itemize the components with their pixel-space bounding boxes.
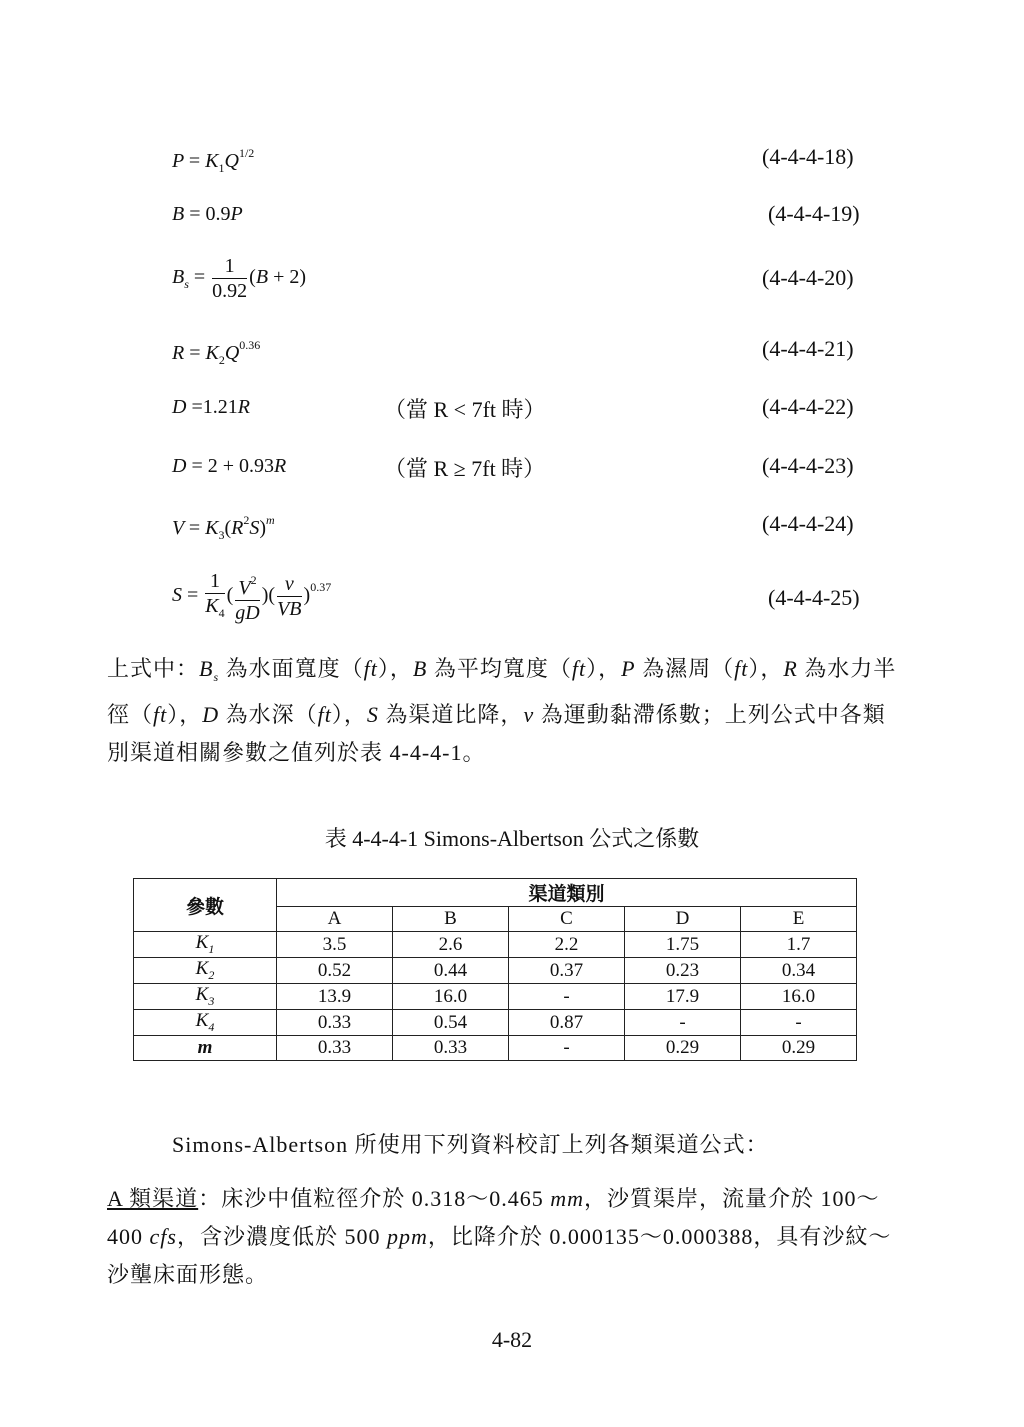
table-cell: 1.75 [625,932,741,958]
page-number: 4-82 [491,1327,533,1352]
table-cell: - [625,1010,741,1036]
table-header-row [134,879,857,907]
table-cell: 0.29 [741,1036,857,1061]
table-cell: - [509,984,625,1010]
table-cell: 13.9 [277,984,393,1010]
coefficient-table [133,878,857,1061]
column-header: D [625,907,741,932]
table-row [134,958,857,984]
equation-number: (4-4-4-19) [768,201,860,226]
class-a-heading: A 類渠道 [107,1186,199,1211]
row-label: $K_4$ [134,1010,277,1036]
table-cell: - [741,1010,857,1036]
table-cell: 3.5 [277,932,393,958]
table-cell: 17.9 [625,984,741,1010]
equation-4-4-4-19: B = 0.9P [172,203,243,225]
row-label: $K_2$ [134,958,277,984]
channel-class-header: 渠道類別 [277,879,857,907]
equation-number: (4-4-4-21) [762,336,854,361]
row-label: m [134,1036,277,1061]
table-cell: 0.23 [625,958,741,984]
table-row [134,1010,857,1036]
table-cell: 16.0 [393,984,509,1010]
table-cell: - [509,1036,625,1061]
equation-number: (4-4-4-25) [768,585,860,610]
equation-4-4-4-22: D =1.21R [172,396,250,418]
column-header: A [277,907,393,932]
column-header: B [393,907,509,932]
condition-text: （當 R < 7ft 時） [384,397,546,422]
table-cell: 0.33 [277,1036,393,1061]
equation-4-4-4-18: $P = K_1Q^{1/2}$ [172,146,255,175]
table-row [134,984,857,1010]
table-cell: 2.2 [509,932,625,958]
column-header: E [741,907,857,932]
param-header: 參數 [134,879,277,932]
equation-4-4-4-20: $B_s$ = $\frac{1}{0.92}$ (B + 2) [172,255,307,302]
symbol-definitions-paragraph: 上式中：$B_s$ 為水面寬度（ft），B 為平均寬度（ft），P 為濕周（ft），R 為水力半徑（ft），D 為水深（ft），S 為渠道比降，v 為運動黏滯係數；上列公式中各類別渠道相關參數之值列於表 4-4-4-1。 [107,656,897,765]
equation-4-4-4-25: S = $\frac{1}{K_4}$ ( $\frac{V^2}{gD}$ )( $\frac{\nu}{VB}$ )$^{0.37}$ [172,569,332,624]
table-cell: 2.6 [393,932,509,958]
table-cell: 0.54 [393,1010,509,1036]
equation-number: (4-4-4-18) [762,144,854,169]
row-label: $K_1$ [134,932,277,958]
table-row [134,932,857,958]
table-cell: 0.37 [509,958,625,984]
equation-number: (4-4-4-24) [762,511,854,536]
equation-number: (4-4-4-20) [762,265,854,290]
table-cell: 0.44 [393,958,509,984]
table-cell: 0.33 [393,1036,509,1061]
table-cell: 0.87 [509,1010,625,1036]
table-cell: 0.34 [741,958,857,984]
condition-text: （當 R ≥ 7ft 時） [384,456,546,481]
table-cell: 0.52 [277,958,393,984]
equation-4-4-4-21: $R = K_2Q^{0.36}$ [172,338,261,367]
equation-4-4-4-24: $V = K_3(R^2S)^m$ [172,513,275,542]
table-row [134,1036,857,1061]
row-label: $K_3$ [134,984,277,1010]
table-cell: 16.0 [741,984,857,1010]
equation-number: (4-4-4-23) [762,453,854,478]
table-cell: 0.33 [277,1010,393,1036]
class-a-description: A 類渠道：床沙中值粒徑介於 0.318～0.465 mm，沙質渠岸，流量介於 100～400 cfs，含沙濃度低於 500 ppm，比降介於 0.000135～0.000388，具有沙紋～沙壟床面形態。 [107,1186,892,1287]
equation-4-4-4-23: D = 2 + 0.93R [172,455,287,477]
table-cell: 0.29 [625,1036,741,1061]
equation-number: (4-4-4-22) [762,394,854,419]
calibration-intro: Simons-Albertson 所使用下列資料校訂上列各類渠道公式： [172,1132,769,1157]
table-cell: 1.7 [741,932,857,958]
table-caption: 表 4-4-4-1 Simons-Albertson 公式之係數 [324,826,700,851]
column-header: C [509,907,625,932]
